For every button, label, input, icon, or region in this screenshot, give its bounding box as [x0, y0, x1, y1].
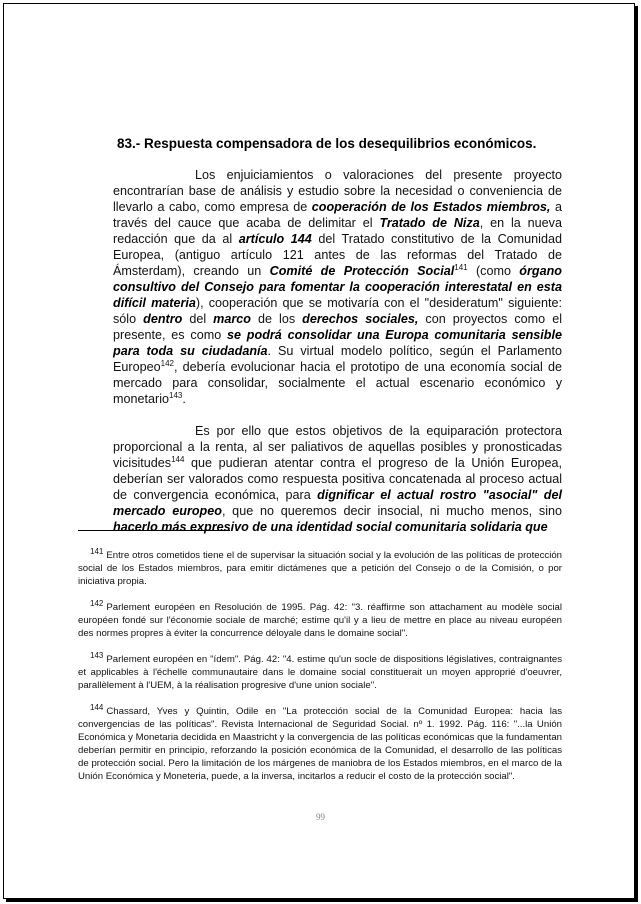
footnote-ref-144[interactable]: 144 — [171, 454, 185, 464]
footnote-144: $^{144}$ Chassard, Yves y Quintin, Odile en "La protección social de la Comunidad Europea: hacia las convergencias de las políticas". Revista Internacional de Seguridad Social. nº 1. 1992. Pág. 116: "...la Unión Económica y Monetaria decidida en Maastricht y la convergencia de las políticas económicas que la fundamentan deberían permitir en principio, reforzando la posición económica de la Comunidad, el desarrollo de las políticas de protección social. Pero la limitación de los márgenes de maniobra de los Estados miembros, en el marco de la Unión Económica y Moneteria, puede, a la inversa, incitarlos a reducir el costo de la protección social". — [78, 702, 562, 782]
footnote-143: $^{143}$ Parlement européen en "ídem". Pág. 42: "4. estime qu'un socle de dispositions législatives, contraignantes et applicables à l'échelle communautaire dans le domaine social constituerait un moyen approprié d'oeuvrer, parallèlement à l'UEM, à la réalisation progresive d'une union sociale". — [78, 650, 562, 691]
page-number: 99 — [316, 812, 325, 822]
footnote-ref-141[interactable]: 141 — [454, 262, 468, 272]
footnote-141: $^{141}$ Entre otros cometidos tiene el de supervisar la situación social y la evolución de las políticas de protección social de los Estados miembros, para emitir dictámenes que a petición del Consejo o de la Comisión, o por iniciativa propia. — [78, 546, 562, 587]
footnote-142: $^{142}$ Parlement européen en Resolución de 1995. Pág. 42: "3. réaffirme son attachament au modèle social européen fondé sur l'économie sociale de marché; estime qu'il y a lieu de mettre en place au niveau européen des normes propres à éviter la concurrence déloyale dans le domaine social". — [78, 598, 562, 639]
paragraph-2: Es por ello que estos objetivos de la equiparación protectora proporcional a la renta, al ser paliativos de aquellas posibles y pronosticadas vicisitudes$^{144}$ que pudieran atentar contra el progreso de la Unión Europea, deberían ser valorados como respuesta positiva concatenada al proceso actual de convergencia económica, para dignificar el actual rostro "asocial" del mercado europeo, que no queremos decir insocial, ni mucho menos, sino hacerlo más expresivo de una identidad social comunitaria solidaria que — [113, 424, 562, 534]
footnote-ref-143[interactable]: 143 — [169, 390, 183, 400]
footnote-ref-142[interactable]: 142 — [160, 358, 174, 368]
body-text — [113, 167, 562, 551]
section-heading: 83.- Respuesta compensadora de los desequilibrios económicos. — [117, 136, 537, 151]
footnotes — [78, 546, 562, 796]
paragraph-1: Los enjuiciamientos o valoraciones del presente proyecto encontrarían base de análisis y estudio sobre la necesidad o conveniencia de llevarlo a cabo, como empresa de cooperación de los Estados miembros, a través del cauce que acaba de delimitar el Tratado de Niza, en la nueva redacción que da al artículo 144 del Tratado constitutivo de la Comunidad Europea, (antiguo artículo 121 antes de las reformas del Tratado de Ámsterdam), creando un Comité de Protección Social$^{141}$ (como órgano consultivo del Consejo para fomentar la cooperación interestatal en esta difícil materia), cooperación que se motivaría con el "desideratum" siguiente: sólo dentro del marco de los derechos sociales, con proyectos como el presente, es como se podrá consolidar una Europa comunitaria sensible para toda su ciudadanía. Su virtual modelo político, según el Parlamento Europeo$^{142}$, debería evolucionar hacia el prototipo de una economía social de mercado para consolidar, socialmente el actual escenario económico y monetario$^{143}$. — [113, 168, 562, 406]
footnote-separator — [78, 530, 230, 531]
